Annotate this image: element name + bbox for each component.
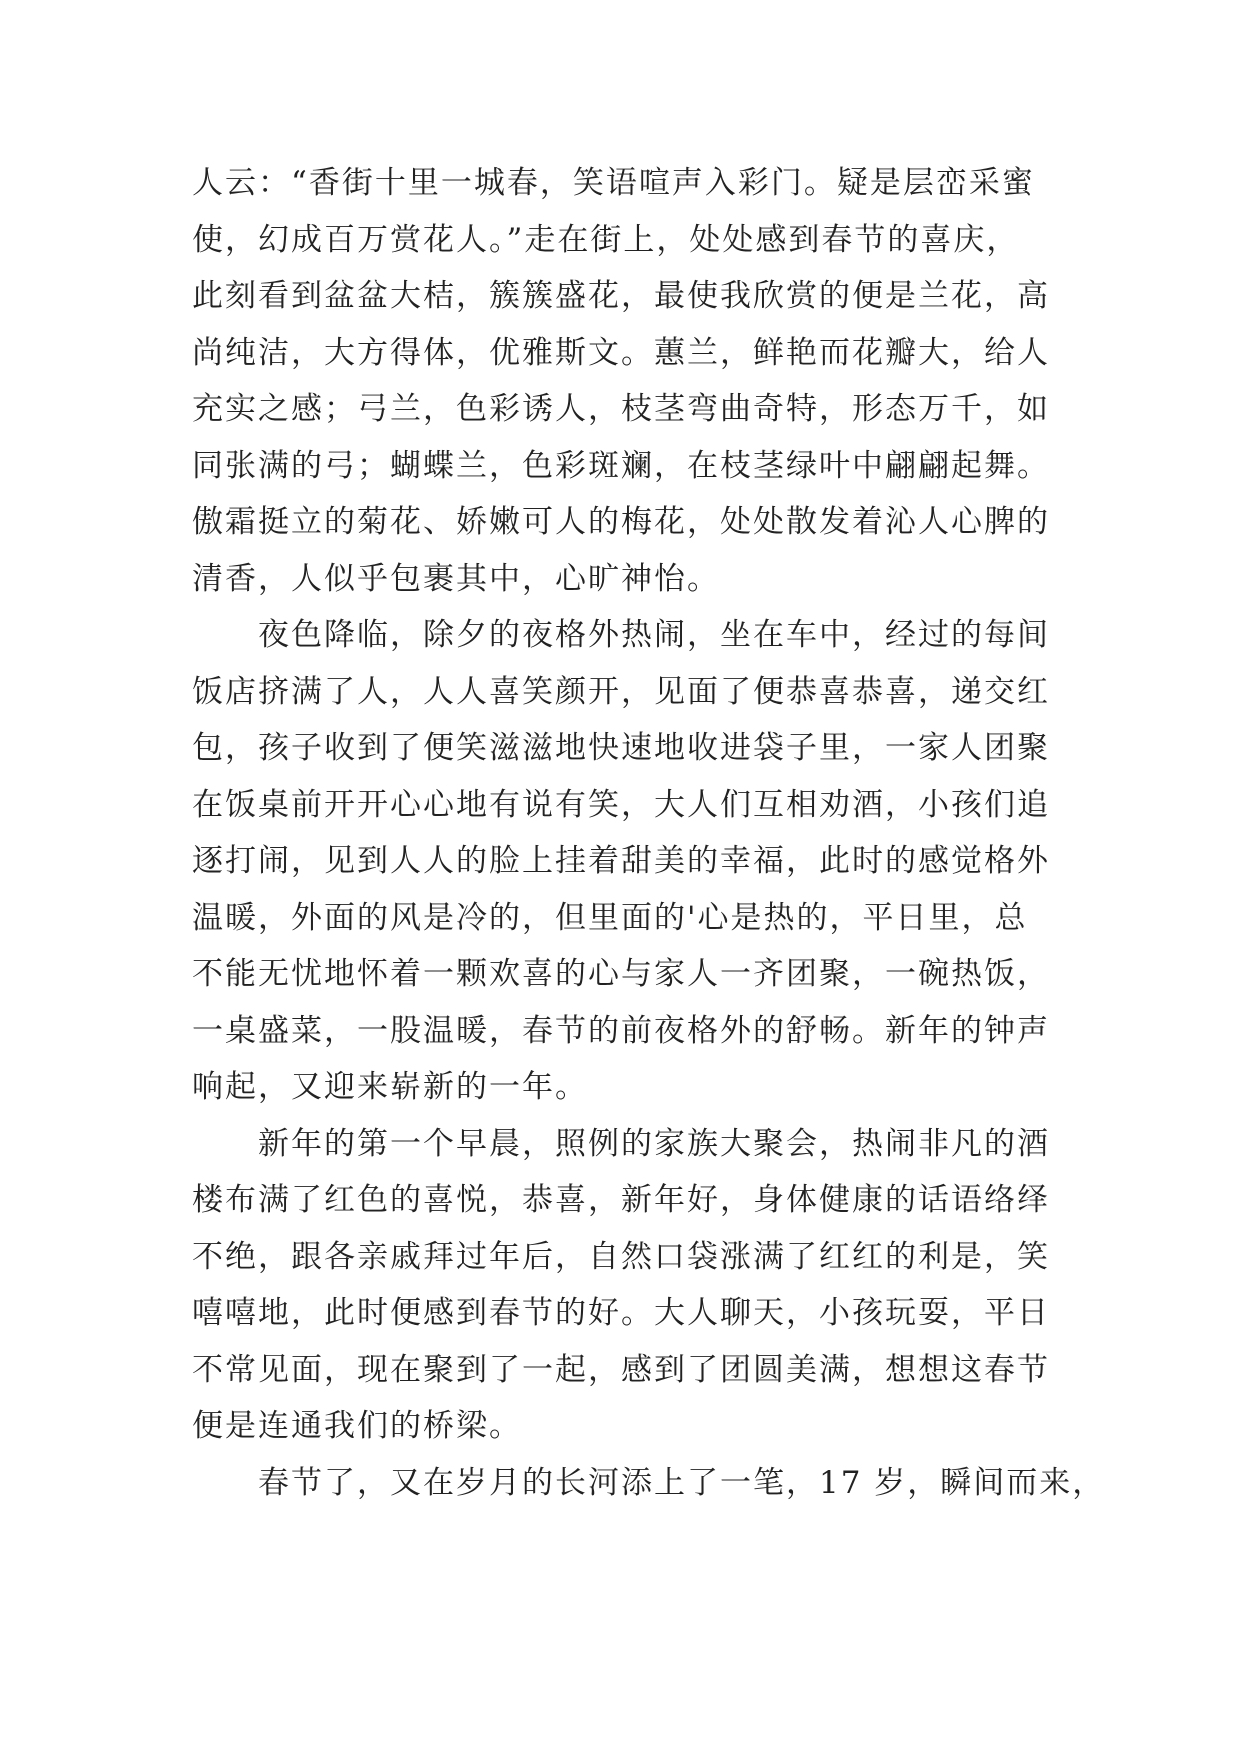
text-line: 逐打闹，见到人人的脸上挂着甜美的幸福，此时的感觉格外 bbox=[192, 843, 1050, 879]
text-line: 响起，又迎来崭新的一年。 bbox=[192, 1069, 588, 1105]
text-line: 便是连通我们的桥梁。 bbox=[192, 1408, 522, 1444]
text-line: 嘻嘻地，此时便感到春节的好。大人聊天，小孩玩耍，平日 bbox=[192, 1295, 1050, 1331]
text-line: 充实之感；弓兰，色彩诱人，枝茎弯曲奇特，形态万千，如 bbox=[192, 391, 1050, 427]
text-line: 夜色降临，除夕的夜格外热闹，坐在车中，经过的每间 bbox=[192, 617, 1050, 653]
text-line: 包，孩子收到了便笑滋滋地快速地收进袋子里，一家人团聚 bbox=[192, 730, 1050, 766]
text-line: 一桌盛菜，一股温暖，春节的前夜格外的舒畅。新年的钟声 bbox=[192, 1012, 1050, 1049]
text-line: 不能无忧地怀着一颗欢喜的心与家人一齐团聚，一碗热饭， bbox=[192, 956, 1050, 992]
text-line: 使，幻成百万赏花人。”走在街上，处处感到春节的喜庆， bbox=[192, 221, 1020, 258]
text-line: 傲霜挺立的菊花、娇嫩可人的梅花，处处散发着沁人心脾的 bbox=[192, 504, 1050, 540]
text-line: 温暖，外面的风是冷的，但里面的'心是热的，平日里，总 bbox=[192, 899, 1028, 936]
text-line: 此刻看到盆盆大桔，簇簇盛花，最使我欣赏的便是兰花，高 bbox=[192, 278, 1050, 314]
body-text bbox=[192, 155, 1106, 1511]
text-line: 春节了，又在岁月的长河添上了一笔，17 岁，瞬间而来， bbox=[192, 1464, 1106, 1501]
text-line: 同张满的弓；蝴蝶兰，色彩斑斓，在枝茎绿叶中翩翩起舞。 bbox=[192, 447, 1050, 484]
text-line: 在饭桌前开开心心地有说有笑，大人们互相劝酒，小孩们追 bbox=[192, 786, 1050, 823]
text-line: 饭店挤满了人，人人喜笑颜开，见面了便恭喜恭喜，递交红 bbox=[192, 673, 1050, 710]
text-line: 尚纯洁，大方得体，优雅斯文。蕙兰，鲜艳而花瓣大，给人 bbox=[192, 334, 1050, 371]
text-line: 楼布满了红色的喜悦，恭喜，新年好，身体健康的话语络绎 bbox=[192, 1182, 1050, 1218]
text-line: 清香，人似乎包裹其中，心旷神怡。 bbox=[192, 560, 720, 597]
text-line: 不绝，跟各亲戚拜过年后，自然口袋涨满了红红的利是，笑 bbox=[192, 1238, 1050, 1275]
text-line: 不常见面，现在聚到了一起，感到了团圆美满，想想这春节 bbox=[192, 1351, 1050, 1388]
text-line: 人云：“香街十里一城春，笑语喧声入彩门。疑是层峦采蜜 bbox=[192, 165, 1035, 201]
text-line: 新年的第一个早晨，照例的家族大聚会，热闹非凡的酒 bbox=[192, 1125, 1050, 1162]
